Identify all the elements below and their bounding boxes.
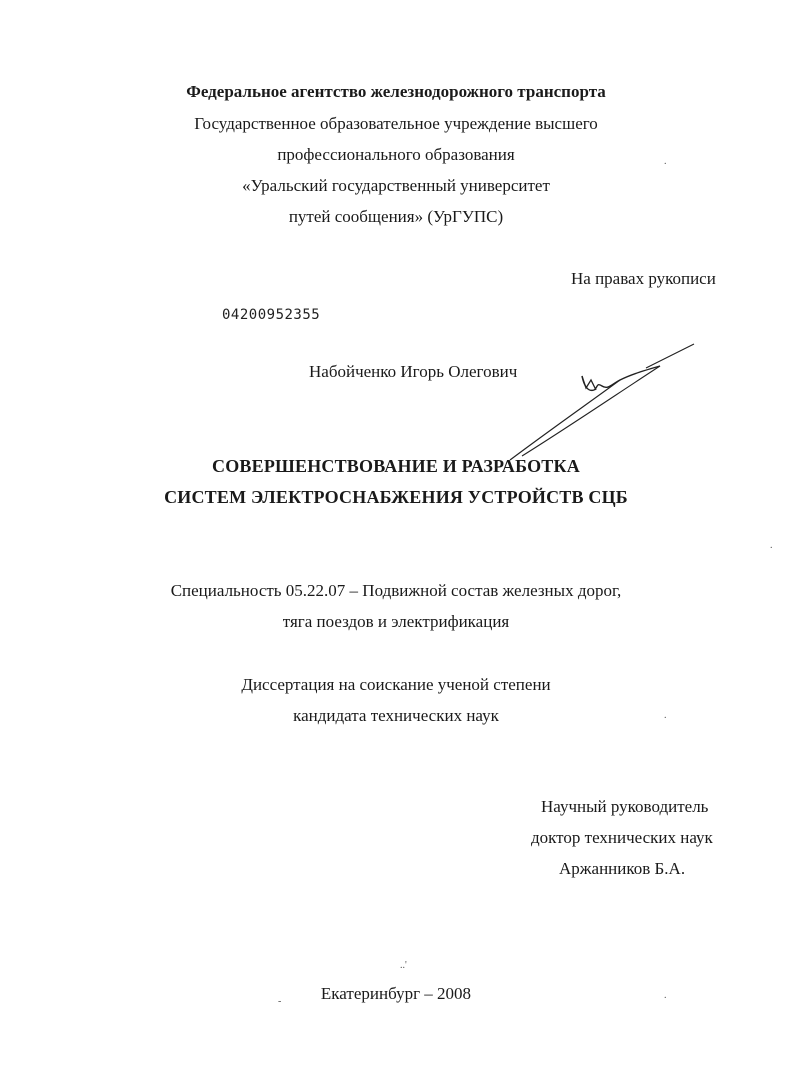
dissertation-line-2: кандидата технических наук: [293, 706, 499, 725]
dissertation-line-1: Диссертация на соискание ученой степени: [241, 675, 551, 694]
supervisor-degree: доктор технических наук: [531, 828, 713, 847]
scan-speck: .: [664, 990, 667, 1001]
scan-speck: .: [664, 710, 667, 721]
university-line-2: путей сообщения» (УрГУПС): [288, 207, 504, 226]
institution-line-2: профессионального образования: [277, 145, 515, 164]
supervisor-role: Научный руководитель: [541, 797, 709, 816]
specialty-line-2: тяга поездов и электрификация: [282, 612, 510, 631]
title-line-1: СОВЕРШЕНСТВОВАНИЕ И РАЗРАБОТКА: [212, 456, 580, 476]
scan-speck: -: [278, 996, 282, 1007]
agency-name: Федеральное агентство железнодорожного транспорта: [186, 82, 606, 101]
title-line-2: СИСТЕМ ЭЛЕКТРОСНАБЖЕНИЯ УСТРОЙСТВ СЦБ: [164, 487, 628, 507]
specialty-line-1: Специальность 05.22.07 – Подвижной состав железных дорог,: [170, 581, 622, 600]
scan-speck: ..': [400, 960, 407, 971]
catalog-number: 04200952355: [222, 307, 321, 323]
scan-speck: .: [664, 156, 667, 167]
manuscript-note: На правах рукописи: [571, 269, 716, 288]
scan-speck: .: [770, 540, 773, 551]
author-name: Набойченко Игорь Олегович: [309, 362, 518, 381]
city-year: Екатеринбург – 2008: [320, 984, 472, 1003]
university-line-1: «Уральский государственный университет: [242, 176, 550, 195]
institution-line-1: Государственное образовательное учреждение высшего: [194, 114, 598, 133]
supervisor-name: Аржанников Б.А.: [559, 859, 686, 878]
